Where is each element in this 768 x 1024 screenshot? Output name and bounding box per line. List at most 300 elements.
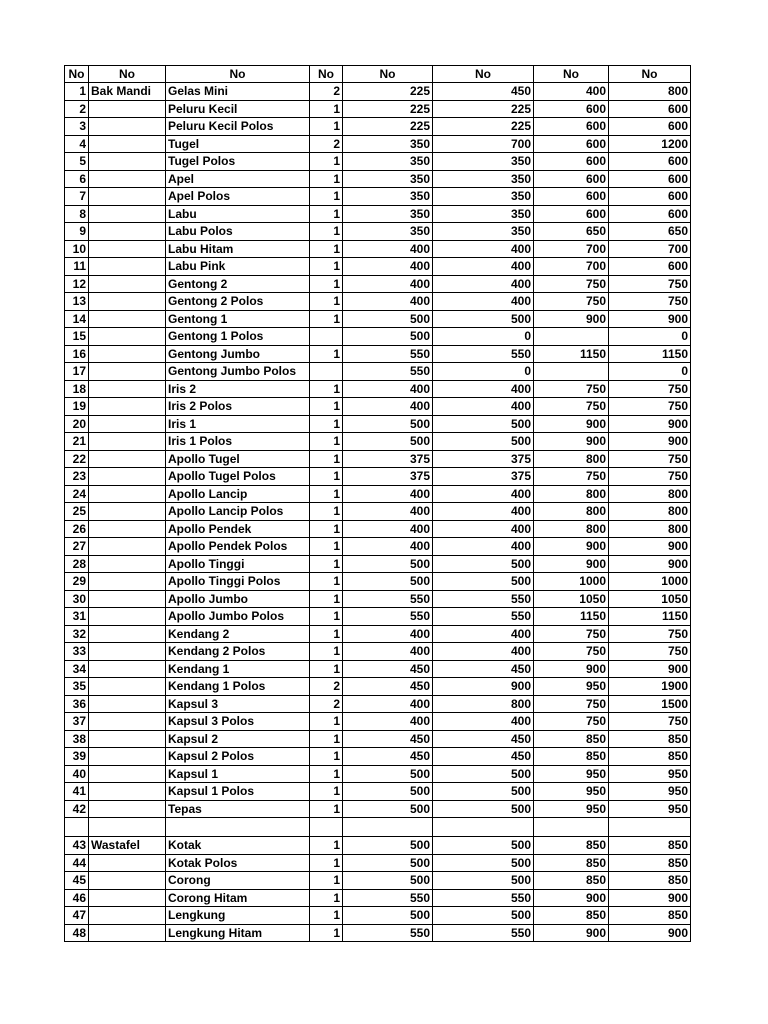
cell-qty: 1 [310, 398, 343, 416]
cell-subtotal: 450 [433, 748, 534, 766]
cell-price-2: 900 [534, 538, 609, 556]
cell-item-name: Kendang 1 Polos [166, 678, 310, 696]
cell-category [89, 380, 166, 398]
cell-category [89, 223, 166, 241]
cell-category [89, 590, 166, 608]
cell-category [89, 275, 166, 293]
cell-category [89, 398, 166, 416]
cell-unit-price: 500 [343, 328, 433, 346]
cell-subtotal: 350 [433, 223, 534, 241]
cell-qty: 1 [310, 643, 343, 661]
cell-qty: 1 [310, 415, 343, 433]
cell-category [89, 153, 166, 171]
cell-item-name: Apollo Lancip [166, 485, 310, 503]
cell-subtotal-2: 950 [609, 765, 691, 783]
cell-item-name: Labu Hitam [166, 240, 310, 258]
cell-price-2: 850 [534, 854, 609, 872]
cell-row-number: 18 [65, 380, 89, 398]
cell-subtotal: 500 [433, 415, 534, 433]
cell-item-name: Gelas Mini [166, 83, 310, 101]
cell-subtotal: 400 [433, 503, 534, 521]
table-row [65, 608, 691, 626]
cell-qty: 1 [310, 258, 343, 276]
cell-category [89, 924, 166, 942]
cell-row-number: 6 [65, 170, 89, 188]
cell-qty: 1 [310, 520, 343, 538]
table-row [65, 625, 691, 643]
cell-row-number: 38 [65, 730, 89, 748]
cell-item-name: Gentong 2 Polos [166, 293, 310, 311]
header-cell-price: No [343, 66, 433, 83]
cell-category [89, 555, 166, 573]
cell-qty: 1 [310, 450, 343, 468]
table-row [65, 205, 691, 223]
cell-subtotal-2: 850 [609, 872, 691, 890]
cell-subtotal-2: 650 [609, 223, 691, 241]
cell-category [89, 907, 166, 925]
cell-qty: 1 [310, 748, 343, 766]
table-row [65, 293, 691, 311]
cell-qty: 2 [310, 678, 343, 696]
table-row [65, 345, 691, 363]
cell-price-2: 850 [534, 872, 609, 890]
cell-subtotal: 500 [433, 837, 534, 855]
cell-unit-price: 500 [343, 800, 433, 818]
cell-item-name: Kapsul 1 Polos [166, 783, 310, 801]
cell-item-name: Labu Pink [166, 258, 310, 276]
cell-price-2: 600 [534, 170, 609, 188]
cell-category [89, 450, 166, 468]
cell-subtotal-2: 750 [609, 275, 691, 293]
cell-price-2: 750 [534, 468, 609, 486]
cell-unit-price: 500 [343, 573, 433, 591]
cell-category [89, 783, 166, 801]
cell-item-name: Kotak [166, 837, 310, 855]
cell-row-number: 9 [65, 223, 89, 241]
cell-category: Bak Mandi [89, 83, 166, 101]
cell-item-name: Kendang 1 [166, 660, 310, 678]
cell-price-2: 600 [534, 118, 609, 136]
cell-subtotal: 800 [433, 695, 534, 713]
table-row [65, 170, 691, 188]
table-row [65, 135, 691, 153]
table-row [65, 415, 691, 433]
cell-price-2: 750 [534, 713, 609, 731]
cell-unit-price: 400 [343, 520, 433, 538]
cell-qty: 1 [310, 837, 343, 855]
cell-price-2: 950 [534, 800, 609, 818]
cell-row-number: 39 [65, 748, 89, 766]
cell-unit-price: 400 [343, 538, 433, 556]
cell-qty: 1 [310, 555, 343, 573]
cell-category [89, 643, 166, 661]
cell-price-2: 900 [534, 310, 609, 328]
cell-subtotal-2: 1050 [609, 590, 691, 608]
cell-category [89, 503, 166, 521]
cell-subtotal: 400 [433, 258, 534, 276]
cell-row-number: 32 [65, 625, 89, 643]
cell-subtotal: 400 [433, 520, 534, 538]
header-row [65, 66, 691, 83]
cell-unit-price: 550 [343, 889, 433, 907]
cell-unit-price: 400 [343, 293, 433, 311]
cell-row-number: 3 [65, 118, 89, 136]
cell-subtotal: 400 [433, 240, 534, 258]
cell-subtotal-2: 900 [609, 555, 691, 573]
cell-row-number: 42 [65, 800, 89, 818]
cell-unit-price: 350 [343, 153, 433, 171]
cell-unit-price: 500 [343, 555, 433, 573]
cell-unit-price: 350 [343, 170, 433, 188]
cell-subtotal: 0 [433, 363, 534, 381]
cell-subtotal: 450 [433, 660, 534, 678]
cell-unit-price: 350 [343, 135, 433, 153]
cell-subtotal-2: 600 [609, 170, 691, 188]
cell-qty: 1 [310, 765, 343, 783]
table-row [65, 520, 691, 538]
cell-qty: 1 [310, 538, 343, 556]
cell-category [89, 713, 166, 731]
cell-category [89, 170, 166, 188]
cell-category [89, 730, 166, 748]
cell-unit-price: 400 [343, 380, 433, 398]
cell-qty [310, 328, 343, 346]
cell-category [89, 695, 166, 713]
cell-unit-price: 500 [343, 783, 433, 801]
table-row [65, 100, 691, 118]
cell-category [89, 800, 166, 818]
table-row [65, 555, 691, 573]
cell-item-name [166, 818, 310, 837]
cell-category [89, 363, 166, 381]
cell-qty: 1 [310, 293, 343, 311]
cell-qty: 1 [310, 100, 343, 118]
cell-unit-price: 350 [343, 188, 433, 206]
cell-item-name: Apollo Tugel Polos [166, 468, 310, 486]
cell-category [89, 293, 166, 311]
cell-subtotal-2: 750 [609, 398, 691, 416]
cell-row-number: 37 [65, 713, 89, 731]
cell-unit-price: 375 [343, 468, 433, 486]
table-row [65, 695, 691, 713]
cell-row-number: 24 [65, 485, 89, 503]
header-cell-subtotal: No [433, 66, 534, 83]
cell-category [89, 818, 166, 837]
cell-unit-price: 400 [343, 713, 433, 731]
cell-category [89, 240, 166, 258]
cell-subtotal: 500 [433, 800, 534, 818]
table-row [65, 924, 691, 942]
cell-qty: 1 [310, 345, 343, 363]
cell-item-name: Apel Polos [166, 188, 310, 206]
cell-item-name: Corong [166, 872, 310, 890]
price-table [64, 65, 691, 942]
cell-row-number: 4 [65, 135, 89, 153]
table-row [65, 310, 691, 328]
cell-subtotal-2: 950 [609, 783, 691, 801]
cell-item-name: Kapsul 1 [166, 765, 310, 783]
cell-row-number: 48 [65, 924, 89, 942]
cell-price-2: 700 [534, 258, 609, 276]
cell-item-name: Gentong 1 [166, 310, 310, 328]
cell-subtotal: 400 [433, 625, 534, 643]
cell-subtotal-2: 600 [609, 153, 691, 171]
cell-unit-price: 375 [343, 450, 433, 468]
cell-qty: 1 [310, 240, 343, 258]
cell-subtotal-2: 850 [609, 748, 691, 766]
header-cell-category: No [89, 66, 166, 83]
cell-subtotal-2: 800 [609, 520, 691, 538]
cell-row-number: 17 [65, 363, 89, 381]
cell-qty: 2 [310, 83, 343, 101]
cell-qty: 1 [310, 783, 343, 801]
table-row [65, 783, 691, 801]
cell-qty: 1 [310, 713, 343, 731]
cell-subtotal: 400 [433, 293, 534, 311]
cell-price-2: 850 [534, 907, 609, 925]
cell-item-name: Apel [166, 170, 310, 188]
cell-item-name: Labu [166, 205, 310, 223]
cell-row-number: 1 [65, 83, 89, 101]
cell-price-2: 950 [534, 678, 609, 696]
table-row [65, 258, 691, 276]
cell-subtotal-2: 900 [609, 310, 691, 328]
cell-price-2: 850 [534, 730, 609, 748]
cell-unit-price: 550 [343, 345, 433, 363]
cell-row-number: 43 [65, 837, 89, 855]
cell-price-2: 1150 [534, 608, 609, 626]
cell-subtotal-2: 1000 [609, 573, 691, 591]
cell-row-number: 26 [65, 520, 89, 538]
cell-price-2: 900 [534, 433, 609, 451]
table-row [65, 328, 691, 346]
cell-subtotal: 500 [433, 854, 534, 872]
cell-subtotal-2: 750 [609, 625, 691, 643]
cell-subtotal: 450 [433, 730, 534, 748]
cell-price-2: 750 [534, 695, 609, 713]
table-row [65, 450, 691, 468]
cell-row-number: 35 [65, 678, 89, 696]
cell-category [89, 205, 166, 223]
cell-item-name: Apollo Jumbo Polos [166, 608, 310, 626]
cell-row-number: 34 [65, 660, 89, 678]
cell-subtotal-2: 900 [609, 433, 691, 451]
cell-subtotal: 500 [433, 433, 534, 451]
cell-category [89, 520, 166, 538]
cell-subtotal: 700 [433, 135, 534, 153]
cell-unit-price: 400 [343, 485, 433, 503]
cell-subtotal: 375 [433, 468, 534, 486]
table-row [65, 380, 691, 398]
cell-item-name: Lengkung Hitam [166, 924, 310, 942]
cell-subtotal: 350 [433, 205, 534, 223]
cell-price-2: 750 [534, 643, 609, 661]
cell-subtotal-2: 750 [609, 293, 691, 311]
cell-item-name: Gentong 1 Polos [166, 328, 310, 346]
cell-category [89, 328, 166, 346]
cell-row-number: 27 [65, 538, 89, 556]
cell-row-number: 40 [65, 765, 89, 783]
cell-row-number: 23 [65, 468, 89, 486]
cell-unit-price: 450 [343, 678, 433, 696]
cell-subtotal: 500 [433, 765, 534, 783]
table-row [65, 889, 691, 907]
cell-subtotal: 400 [433, 275, 534, 293]
cell-subtotal: 350 [433, 153, 534, 171]
cell-row-number: 22 [65, 450, 89, 468]
table-row [65, 503, 691, 521]
cell-price-2 [534, 818, 609, 837]
cell-unit-price: 400 [343, 625, 433, 643]
cell-category [89, 748, 166, 766]
cell-unit-price: 400 [343, 643, 433, 661]
cell-subtotal-2: 800 [609, 503, 691, 521]
cell-subtotal: 400 [433, 380, 534, 398]
cell-category [89, 310, 166, 328]
cell-price-2: 600 [534, 153, 609, 171]
cell-item-name: Gentong Jumbo Polos [166, 363, 310, 381]
table-row [65, 678, 691, 696]
cell-subtotal-2: 0 [609, 363, 691, 381]
cell-price-2: 600 [534, 135, 609, 153]
cell-qty: 1 [310, 854, 343, 872]
cell-unit-price: 350 [343, 205, 433, 223]
cell-row-number: 8 [65, 205, 89, 223]
cell-price-2: 800 [534, 485, 609, 503]
cell-subtotal-2: 900 [609, 889, 691, 907]
cell-subtotal: 550 [433, 608, 534, 626]
cell-item-name: Tugel [166, 135, 310, 153]
cell-subtotal: 0 [433, 328, 534, 346]
header-cell-price-2: No [534, 66, 609, 83]
cell-subtotal-2: 900 [609, 660, 691, 678]
cell-subtotal: 500 [433, 310, 534, 328]
table-row [65, 468, 691, 486]
cell-subtotal-2: 1200 [609, 135, 691, 153]
cell-price-2: 900 [534, 889, 609, 907]
cell-subtotal-2: 1150 [609, 345, 691, 363]
cell-unit-price: 225 [343, 83, 433, 101]
cell-price-2: 800 [534, 450, 609, 468]
cell-qty: 1 [310, 889, 343, 907]
cell-row-number: 15 [65, 328, 89, 346]
cell-subtotal-2 [609, 818, 691, 837]
cell-subtotal: 450 [433, 83, 534, 101]
table-row [65, 433, 691, 451]
cell-subtotal: 500 [433, 907, 534, 925]
cell-row-number: 25 [65, 503, 89, 521]
cell-qty: 2 [310, 695, 343, 713]
cell-subtotal: 225 [433, 100, 534, 118]
cell-subtotal-2: 0 [609, 328, 691, 346]
cell-row-number: 7 [65, 188, 89, 206]
cell-price-2: 600 [534, 100, 609, 118]
cell-row-number: 41 [65, 783, 89, 801]
cell-qty: 1 [310, 608, 343, 626]
cell-category [89, 258, 166, 276]
cell-row-number: 29 [65, 573, 89, 591]
cell-subtotal: 375 [433, 450, 534, 468]
cell-category [89, 433, 166, 451]
cell-qty: 1 [310, 573, 343, 591]
cell-subtotal: 900 [433, 678, 534, 696]
cell-category [89, 608, 166, 626]
cell-unit-price: 450 [343, 660, 433, 678]
table-row [65, 83, 691, 101]
cell-unit-price: 500 [343, 907, 433, 925]
cell-qty: 1 [310, 380, 343, 398]
cell-subtotal: 400 [433, 398, 534, 416]
cell-subtotal-2: 600 [609, 118, 691, 136]
cell-subtotal: 500 [433, 573, 534, 591]
cell-row-number: 2 [65, 100, 89, 118]
cell-category [89, 872, 166, 890]
cell-subtotal-2: 750 [609, 468, 691, 486]
cell-unit-price: 500 [343, 433, 433, 451]
cell-subtotal: 350 [433, 188, 534, 206]
cell-price-2: 1000 [534, 573, 609, 591]
cell-price-2: 900 [534, 415, 609, 433]
cell-item-name: Apollo Tugel [166, 450, 310, 468]
cell-row-number: 13 [65, 293, 89, 311]
cell-price-2: 750 [534, 380, 609, 398]
cell-item-name: Peluru Kecil [166, 100, 310, 118]
cell-qty: 1 [310, 468, 343, 486]
cell-unit-price: 400 [343, 695, 433, 713]
cell-row-number: 46 [65, 889, 89, 907]
header-cell-no: No [65, 66, 89, 83]
cell-price-2: 700 [534, 240, 609, 258]
cell-subtotal: 400 [433, 713, 534, 731]
cell-unit-price: 500 [343, 415, 433, 433]
cell-row-number: 47 [65, 907, 89, 925]
cell-item-name: Kendang 2 Polos [166, 643, 310, 661]
header-cell-item: No [166, 66, 310, 83]
cell-item-name: Kendang 2 [166, 625, 310, 643]
cell-subtotal: 350 [433, 170, 534, 188]
cell-unit-price: 225 [343, 118, 433, 136]
table-row [65, 485, 691, 503]
table-row [65, 188, 691, 206]
cell-unit-price: 550 [343, 608, 433, 626]
cell-subtotal-2: 850 [609, 854, 691, 872]
table-row [65, 837, 691, 855]
table-row [65, 730, 691, 748]
cell-unit-price: 400 [343, 258, 433, 276]
cell-price-2: 850 [534, 837, 609, 855]
cell-row-number: 30 [65, 590, 89, 608]
cell-category [89, 135, 166, 153]
cell-category [89, 100, 166, 118]
cell-unit-price: 400 [343, 398, 433, 416]
table-row [65, 538, 691, 556]
table-row [65, 854, 691, 872]
cell-category [89, 854, 166, 872]
cell-qty: 1 [310, 924, 343, 942]
cell-item-name: Kapsul 2 Polos [166, 748, 310, 766]
header-cell-qty: No [310, 66, 343, 83]
cell-qty: 1 [310, 872, 343, 890]
cell-qty: 1 [310, 590, 343, 608]
cell-item-name: Gentong Jumbo [166, 345, 310, 363]
cell-subtotal-2: 800 [609, 83, 691, 101]
cell-row-number [65, 818, 89, 837]
cell-qty: 1 [310, 118, 343, 136]
table-row [65, 275, 691, 293]
cell-subtotal: 500 [433, 555, 534, 573]
cell-item-name: Apollo Jumbo [166, 590, 310, 608]
cell-subtotal-2: 900 [609, 415, 691, 433]
